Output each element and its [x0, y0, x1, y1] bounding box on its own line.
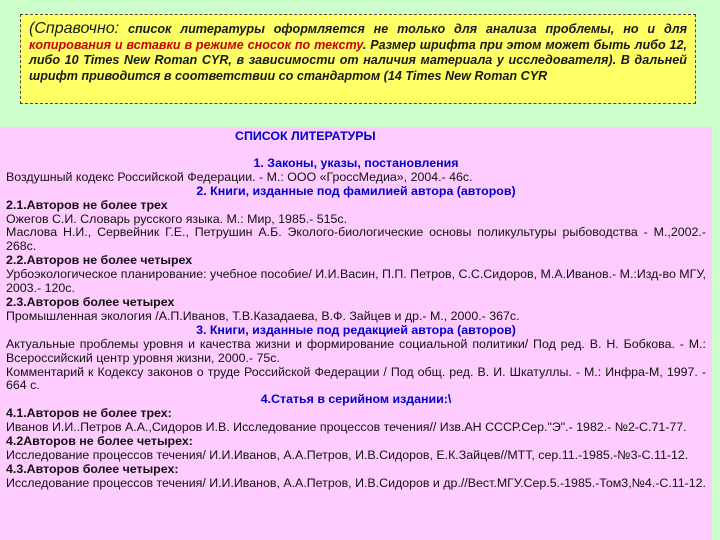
list-item: Исследование процессов течения/ И.И.Иванов, А.А.Петров, И.В.Сидоров и др.//Вест.МГУ.Сер.5.-1985.-Том3,№4.-С.11-12.	[6, 475, 706, 490]
bibliography-body	[6, 130, 706, 491]
list-item: Ожегов С.И. Словарь русского языка. М.: Мир, 1985.- 515с.	[6, 211, 348, 226]
note-text-1: список литературы оформляется не только для анализа проблемы, но и для	[119, 22, 687, 36]
list-item: Маслова Н.И., Сервейник Г.Е., Петрушин А.Б. Эколого-биологические основы поликультуры рыбоводства - М.,2002.- 268с.	[6, 225, 706, 254]
section-heading: 4.Статья в серийном издании:\	[260, 392, 452, 407]
list-item: Иванов И.И..Петров А.А.,Сидоров И.В. Исследование процессов течения// Изв.АН СССР.Сер."Э".- 1982.- №2-С.71-77.	[6, 420, 687, 435]
list-item: Промышленная экология /А.П.Иванов, Т.В.Казадаева, В.Ф. Зайцев и др.- М., 2000.- 367с.	[6, 308, 520, 323]
subsection-heading: 4.2Авторов не более четырех:	[6, 434, 193, 449]
list-item: Исследование процессов течения/ И.И.Иванов, А.А.Петров, И.В.Сидоров, Е.К.Зайцев//МТТ, сер.11.-1985.-№3-С.11-12.	[6, 447, 689, 462]
list-item: Актуальные проблемы уровня и качества жизни и формирование социальной политики/ Под ред. В. Н. Бобкова. - М.: Всероссийский центр уровня жизни, 2000.- 75с.	[6, 336, 706, 365]
section-heading: 1. Законы, указы, постановления	[253, 155, 459, 170]
reference-note	[20, 14, 696, 104]
list-item: Воздушный кодекс Российской Федерации. - М.: ООО «ГроссМедиа», 2004.- 46с.	[6, 169, 473, 184]
note-text-2: . Размер шрифта при этом может быть либо 12, либо 10 Times New Roman CYR, в зависимости от наличия материала у исследователя). В дальней шрифт приводится в соответствии со стандартом (14 Times New Roman CYR	[29, 37, 687, 83]
note-text-highlight: копирования и вставки в режиме сносок по тексту	[29, 37, 363, 52]
section-heading: 3. Книги, изданные под редакцией автора (авторов)	[196, 322, 516, 337]
bibliography-title: СПИСОК ЛИТЕРАТУРЫ	[235, 129, 376, 143]
bibliography-panel	[0, 127, 712, 540]
subsection-heading: 4.3.Авторов более четырех:	[6, 461, 179, 476]
list-item: Урбоэкологическое планирование: учебное пособие/ И.И.Васин, П.П. Петров, С.С.Сидоров, М.А.Иванов.- М.:Изд-во МГУ, 2003.- 120с.	[6, 267, 706, 296]
list-item: Комментарий к Кодексу законов о труде Российской Федерации / Под общ. ред. В. И. Шкатуллы. - М.: Инфра-М, 1997. - 664 с.	[6, 364, 706, 393]
note-label: (Справочно:	[29, 20, 120, 37]
section-heading: 2. Книги, изданные под фамилией автора (авторов)	[196, 183, 516, 198]
subsection-heading: 2.3.Авторов более четырех	[6, 294, 175, 309]
subsection-heading: 4.1.Авторов не более трех:	[6, 406, 172, 421]
subsection-heading: 2.1.Авторов не более трех	[6, 197, 168, 212]
subsection-heading: 2.2.Авторов не более четырех	[6, 253, 193, 268]
